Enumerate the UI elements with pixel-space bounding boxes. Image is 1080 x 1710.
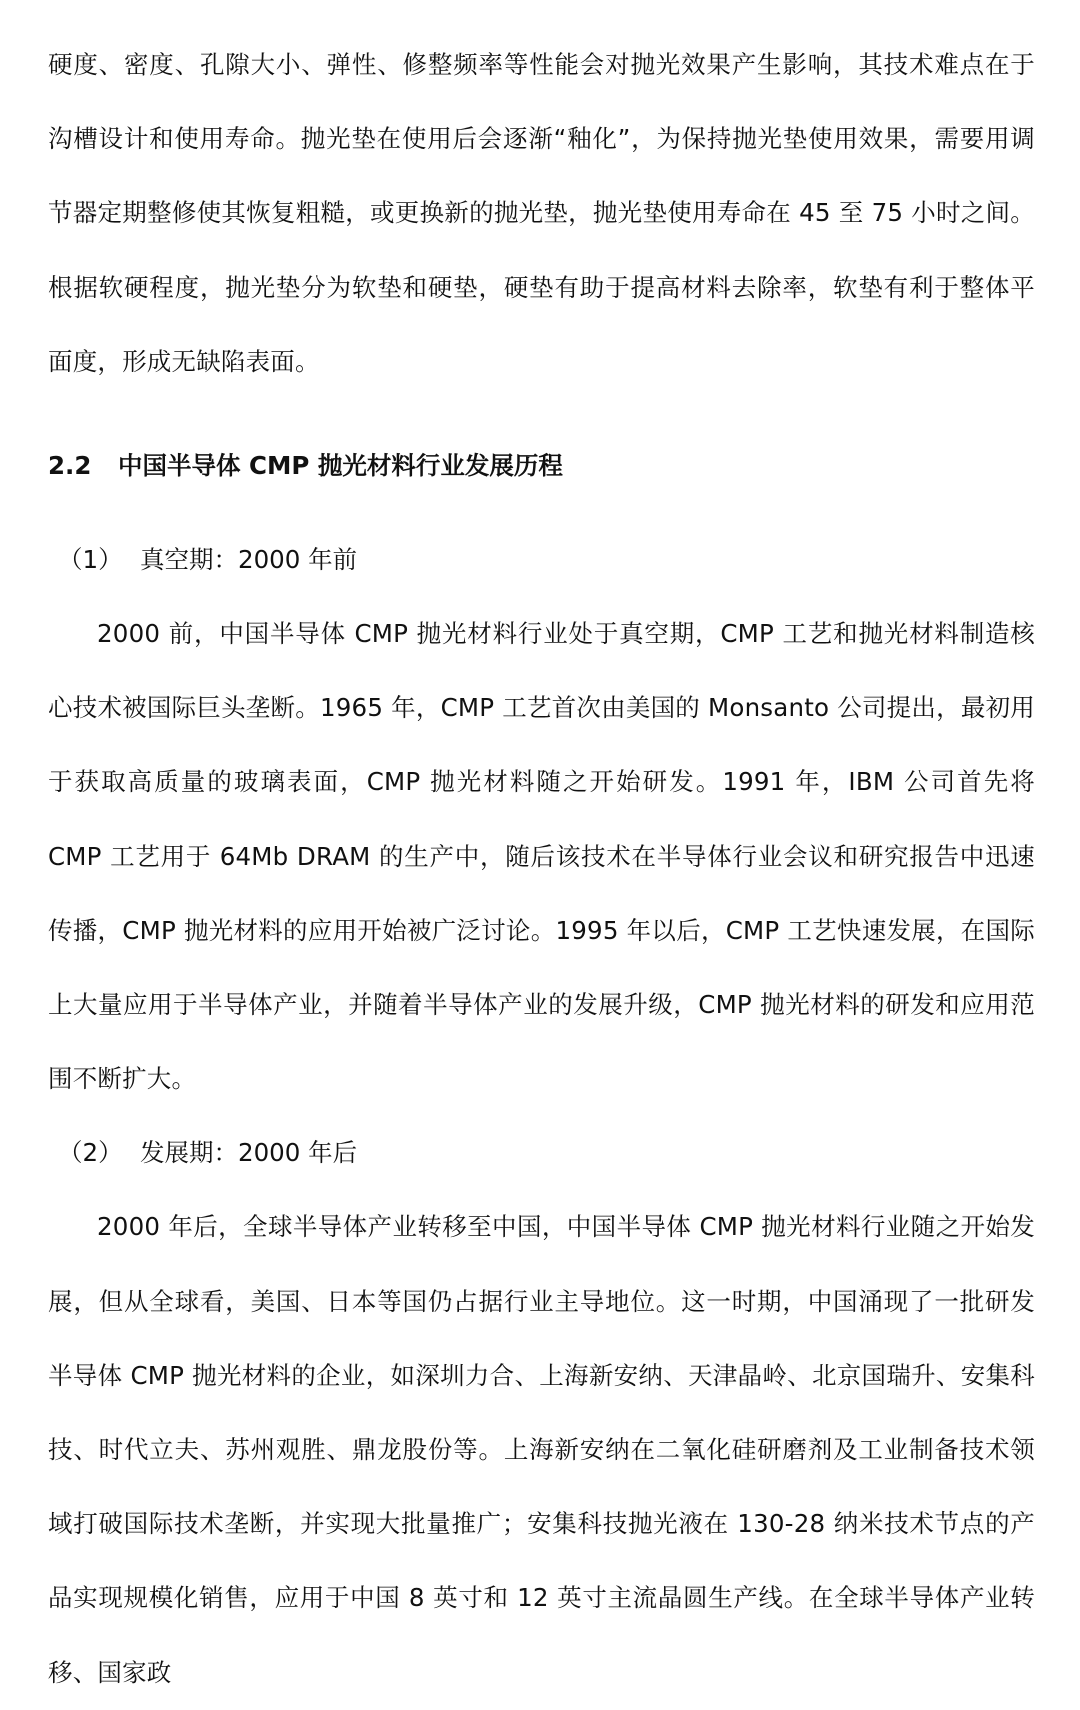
spacer (48, 503, 1035, 523)
spacer (48, 399, 1035, 429)
section-heading (48, 429, 1035, 503)
section-title: 中国半导体 CMP 抛光材料行业发展历程 (118, 451, 563, 481)
subsection-title: 真空期：2000 年前 (140, 545, 358, 575)
section-number: 2.2 (48, 451, 92, 481)
subsection-number: （1） (58, 545, 123, 575)
paragraph-vacuum-period: 2000 前，中国半导体 CMP 抛光材料行业处于真空期，CMP 工艺和抛光材料制造核心技术被国际巨头垄断。1965 年，CMP 工艺首次由美国的 Monsanto 公司提出，最初用于获取高质量的玻璃表面，CMP 抛光材料随之开始研发。1991 年，IBM 公司首先将 CMP 工艺用于 64Mb DRAM 的生产中，随后该技术在半导体行业会议和研究报告中迅速传播，CMP 抛光材料的应用开始被广泛讨论。1995 年以后，CMP 工艺快速发展，在国际上大量应用于半导体产业，并随着半导体产业的发展升级，CMP 抛光材料的研发和应用范围不断扩大。 (48, 619, 1035, 1094)
subsection-heading-development (48, 1116, 1035, 1190)
subsection-title: 发展期：2000 年后 (140, 1138, 358, 1168)
subsection-number: （2） (58, 1138, 123, 1168)
paragraph-polishing-pad: 硬度、密度、孔隙大小、弹性、修整频率等性能会对抛光效果产生影响，其技术难点在于沟槽设计和使用寿命。抛光垫在使用后会逐渐“釉化”，为保持抛光垫使用效果，需要用调节器定期整修使其恢复粗糙，或更换新的抛光垫，抛光垫使用寿命在 45 至 75 小时之间。根据软硬程度，抛光垫分为软垫和硬垫，硬垫有助于提高材料去除率，软垫有利于整体平面度，形成无缺陷表面。 (48, 50, 1035, 376)
subsection-heading-vacuum (48, 523, 1035, 597)
paragraph-development-period: 2000 年后，全球半导体产业转移至中国，中国半导体 CMP 抛光材料行业随之开始发展，但从全球看，美国、日本等国仍占据行业主导地位。这一时期，中国涌现了一批研发半导体 CMP 抛光材料的企业，如深圳力合、上海新安纳、天津晶岭、北京国瑞升、安集科技、时代立夫、苏州观胜、鼎龙股份等。上海新安纳在二氧化硅研磨剂及工业制备技术领域打破国际技术垄断，并实现大批量推广；安集科技抛光液在 130-28 纳米技术节点的产品实现规模化销售，应用于中国 8 英寸和 12 英寸主流晶圆生产线。在全球半导体产业转移、国家政 (48, 1212, 1035, 1687)
